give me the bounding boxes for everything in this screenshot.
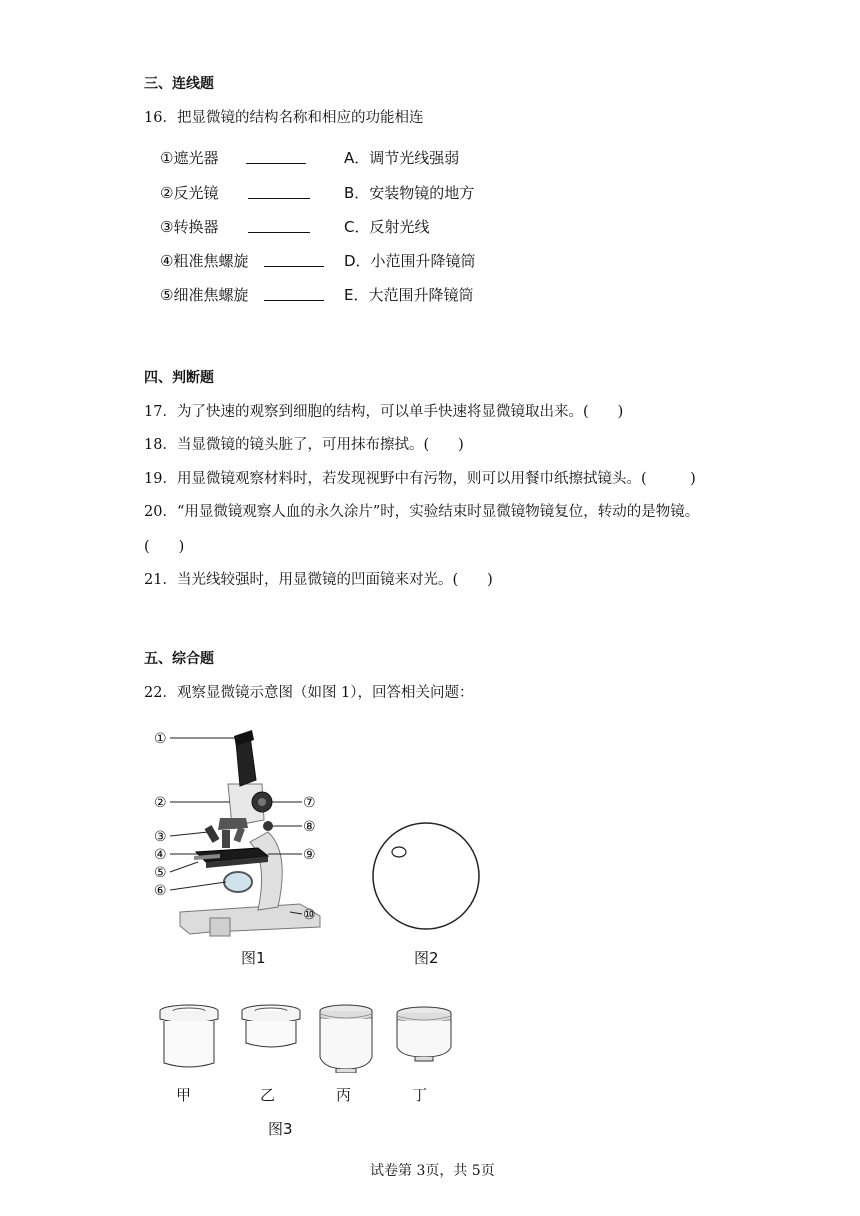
microscope-marker-1: ① bbox=[154, 731, 167, 747]
microscope-marker-7: ⑦ bbox=[303, 795, 316, 811]
question-16: 16．把显微镜的结构名称和相应的功能相连 bbox=[144, 110, 424, 126]
lens-label-bing: 丙 bbox=[336, 1086, 352, 1104]
question-18: 18．当显微镜的镜头脏了，可用抹布擦拭。( ) bbox=[144, 437, 464, 453]
question-22: 22．观察显微镜示意图（如图 1），回答相关问题： bbox=[144, 685, 474, 701]
match-right-c: C．反射光线 bbox=[344, 218, 430, 236]
objective-lens-bing bbox=[316, 1003, 376, 1073]
debris-spot bbox=[392, 847, 406, 857]
section-title-comprehensive: 五、综合题 bbox=[144, 651, 214, 667]
eyepiece-lens-yi bbox=[240, 1003, 302, 1053]
field-of-view-diagram bbox=[370, 820, 485, 932]
match-left-3: ③转换器 bbox=[160, 218, 219, 236]
question-20-bracket: ( ) bbox=[144, 539, 185, 555]
match-blank-5[interactable] bbox=[264, 286, 324, 305]
match-left-5: ⑤细准焦螺旋 bbox=[160, 286, 249, 304]
eyepiece-lens-jia bbox=[158, 1003, 220, 1071]
match-right-a: A．调节光线强弱 bbox=[344, 149, 460, 167]
microscope-marker-3: ③ bbox=[154, 829, 167, 845]
figure-3-label: 图3 bbox=[268, 1120, 293, 1138]
match-blank-2[interactable] bbox=[248, 184, 310, 203]
match-blank-1[interactable] bbox=[246, 149, 306, 168]
match-right-b: B．安装物镜的地方 bbox=[344, 184, 475, 202]
microscope-marker-5: ⑤ bbox=[154, 865, 167, 881]
microscope-marker-2: ② bbox=[154, 795, 167, 811]
lens-label-ding: 丁 bbox=[412, 1086, 428, 1104]
microscope-marker-8: ⑧ bbox=[303, 819, 316, 835]
match-blank-3[interactable] bbox=[248, 218, 310, 237]
question-19: 19．用显微镜观察材料时，若发现视野中有污物，则可以用餐巾纸擦拭镜头。( ) bbox=[144, 471, 696, 487]
microscope-diagram bbox=[150, 722, 340, 942]
microscope-marker-4: ④ bbox=[154, 847, 167, 863]
question-17: 17．为了快速的观察到细胞的结构，可以单手快速将显微镜取出来。( ) bbox=[144, 404, 624, 420]
page-footer: 试卷第 3页，共 5页 bbox=[370, 1163, 495, 1179]
section-title-judge: 四、判断题 bbox=[144, 370, 214, 386]
lens-label-yi: 乙 bbox=[260, 1086, 276, 1104]
microscope-marker-6: ⑥ bbox=[154, 883, 167, 899]
lens-label-jia: 甲 bbox=[176, 1086, 192, 1104]
microscope-marker-9: ⑨ bbox=[303, 847, 316, 863]
match-left-4: ④粗准焦螺旋 bbox=[160, 252, 249, 270]
microscope-marker-10: ⑩ bbox=[303, 907, 316, 923]
figure-1-label: 图1 bbox=[241, 949, 266, 967]
match-right-d: D．小范围升降镜筒 bbox=[344, 252, 476, 270]
match-blank-4[interactable] bbox=[264, 252, 324, 271]
match-right-e: E．大范围升降镜筒 bbox=[344, 286, 474, 304]
question-21: 21．当光线较强时，用显微镜的凹面镜来对光。( ) bbox=[144, 572, 493, 588]
match-left-2: ②反光镜 bbox=[160, 184, 219, 202]
section-title-matching: 三、连线题 bbox=[144, 76, 214, 92]
figure-2-label: 图2 bbox=[414, 949, 439, 967]
match-left-1: ①遮光器 bbox=[160, 149, 219, 167]
objective-lens-ding bbox=[393, 1003, 455, 1063]
question-20: 20．“用显微镜观察人血的永久涂片”时，实验结束时显微镜物镜复位，转动的是物镜。 bbox=[144, 504, 700, 520]
